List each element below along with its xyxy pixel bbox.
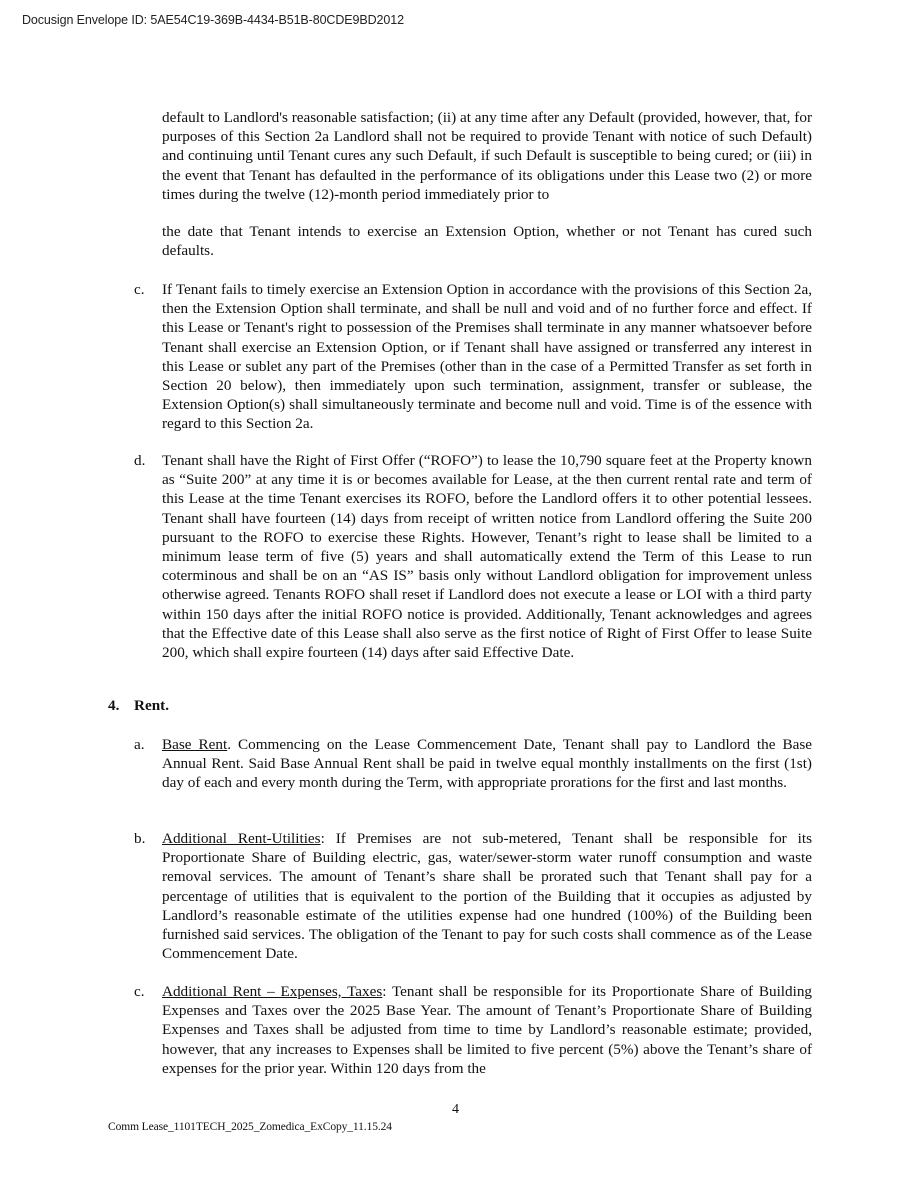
continuation-paragraph-1: default to Landlord's reasonable satisfaction; (ii) at any time after any Default (provided, however, that, for purposes of this Section 2a Landlord shall not be required to provide Tenant with notice of such Default) and continuing until Tenant cures any such Default, if such Default is susceptible to being cured; or (iii) in the event that Tenant has defaulted in the performance of its obligations under this Lease two (2) or more times during the twelve (12)-month period immediately prior to (162, 109, 812, 203)
clause-4c-text (162, 982, 812, 1078)
clause-4c-body: : Tenant shall be responsible for its Proportionate Share of Building Expenses and Taxes over the 2025 Base Year. The amount of Tenant’s Proportionate Share of Building Expenses and Taxes shall be adjusted from time to time by Landlord’s reasonable estimate; provided, however, that any increases to Expenses shall be limited to five percent (5%) above the Tenant’s share of expenses for the prior year. Within 120 days from the (162, 983, 813, 1077)
continuation-paragraph-2: the date that Tenant intends to exercise an Extension Option, whether or not Tenant has cured such defaults. (162, 223, 812, 260)
clause-2c-text: If Tenant fails to timely exercise an Extension Option in accordance with the provisions of this Section 2a, then the Extension Option shall terminate, and shall be null and void and of no further force and effect. If this Lease or Tenant's right to possession of the Premises shall terminate in any manner whatsoever before Tenant shall exercise an Extension Option, or if Tenant shall have assigned or transferred any interest in this Lease or sublet any part of the Premises (other than in the case of a Permitted Transfer as set forth in Section 20 below), then immediately upon such termination, assignment, transfer or sublease, the Extension Option(s) shall simultaneously terminate and become null and void. Time is of the essence with regard to this Section 2a. (162, 281, 812, 433)
clause-4a-title: Base Rent (162, 736, 228, 753)
clause-4a-text (162, 735, 812, 793)
clause-4b-text (162, 829, 812, 963)
section-4-title: Rent. (134, 697, 170, 714)
clause-4c-label: c. (134, 983, 145, 1000)
section-4-number: 4. (108, 697, 120, 714)
clause-4b-title: Additional Rent-Utilities (162, 830, 321, 847)
clause-2d-text: Tenant shall have the Right of First Offer (“ROFO”) to lease the 10,790 square feet at the Property known as “Suite 200” at any time it is or becomes available for Lease, at the then current rental rate and term of this Lease at the time Tenant exercises its ROFO, before the Landlord offers it to other potential lessees. Tenant shall have fourteen (14) days from receipt of written notice from Landlord offering the Suite 200 pursuant to the ROFO to exercise these Rights. However, Tenant’s right to lease shall be limited to a minimum lease term of five (5) years and shall automatically extend the Term of this Lease to run coterminous and shall be on an “AS IS” basis only without Landlord obligation for improvement unless otherwise agreed. Tenants ROFO shall reset if Landlord does not execute a lease or LOI with a third party within 150 days after the initial ROFO notice is provided. Additionally, Tenant acknowledges and agrees that the Effective date of this Lease shall also serve as the first notice of Right of First Offer to lease Suite 200, which shall expire fourteen (14) days after said Effective Date. (162, 452, 812, 662)
clause-4a-label: a. (134, 736, 145, 753)
clause-4b-body: : If Premises are not sub-metered, Tenant shall be responsible for its Proportionate Share of Building electric, gas, water/sewer-storm water runoff consumption and waste removal services. The amount of Tenant’s share shall be prorated such that Tenant shall pay for a percentage of utilities that is equivalent to the portion of the Building that it occupies as adjusted by Landlord’s reasonable estimate of the utilities expense had one hundred (100%) of the Building been furnished said services. The obligation of the Tenant to pay for such costs shall commence as of the Lease Commencement Date. (162, 830, 813, 963)
clause-4c-title: Additional Rent – Expenses, Taxes (162, 983, 383, 1000)
clause-2c-label: c. (134, 281, 145, 298)
clause-4a-body: . Commencing on the Lease Commencement Date, Tenant shall pay to Landlord the Base Annual Rent. Said Base Annual Rent shall be paid in twelve equal monthly installments on the first (1st) day of each and every month during the Term, with appropriate prorations for the first and last months. (162, 736, 812, 792)
clause-4b-label: b. (134, 830, 146, 847)
envelope-id: Docusign Envelope ID: 5AE54C19-369B-4434-B51B-80CDE9BD2012 (22, 13, 404, 27)
page-number: 4 (452, 1102, 459, 1117)
clause-2d-label: d. (134, 452, 146, 469)
section-4-heading (108, 696, 169, 715)
document-footer: Comm Lease_1101TECH_2025_Zomedica_ExCopy_11.15.24 (108, 1121, 392, 1133)
